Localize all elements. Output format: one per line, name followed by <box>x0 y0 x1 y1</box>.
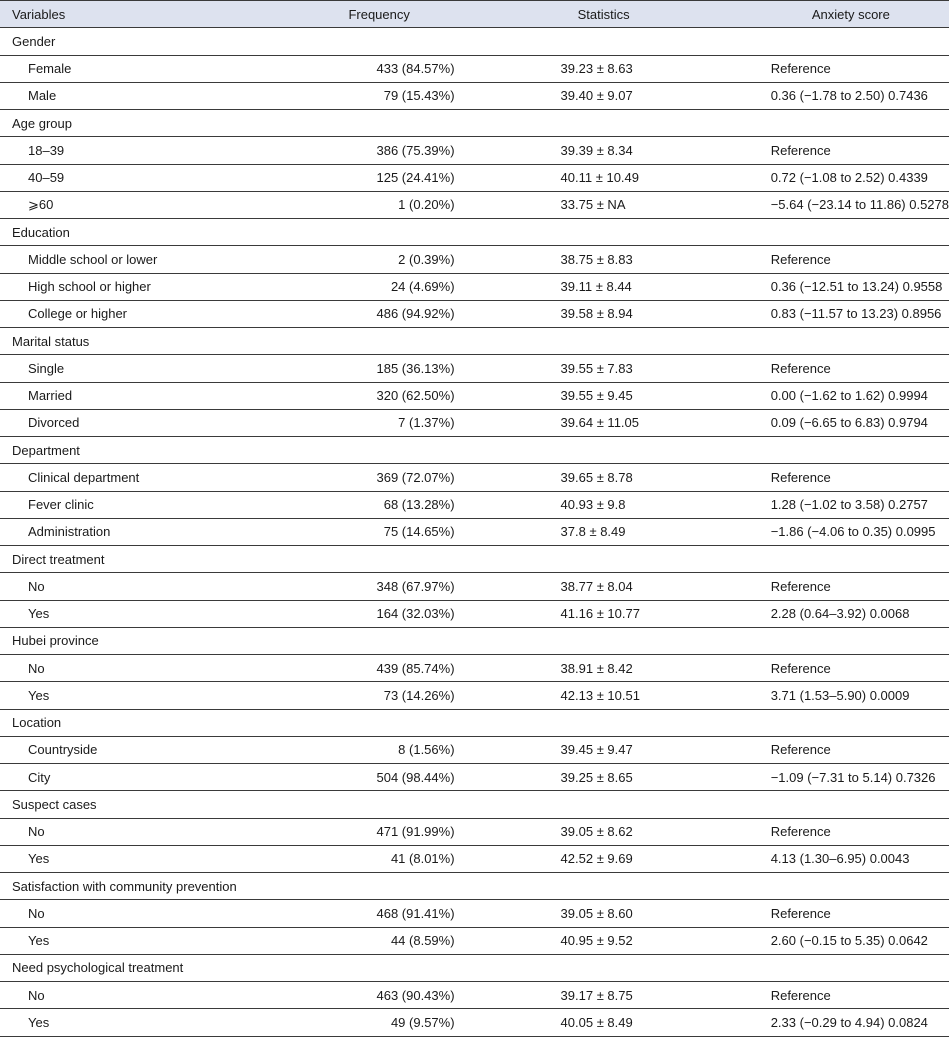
table-row <box>0 518 949 545</box>
table-body <box>0 28 949 1036</box>
table-row <box>0 409 949 436</box>
group-label: Direct treatment <box>12 551 105 567</box>
cell-variable: Female <box>28 61 72 77</box>
table-row <box>0 491 949 518</box>
table-row <box>0 300 949 327</box>
cell-frequency: 439 (85.74%) <box>376 660 455 676</box>
table-row <box>0 600 949 627</box>
group-row <box>0 627 949 654</box>
cell-anxiety-score: 3.71 (1.53–5.90) 0.0009 <box>770 687 910 703</box>
cell-anxiety-score: 0.83 (−11.57 to 13.23) 0.8956 <box>770 306 942 322</box>
table-header-row <box>0 1 949 28</box>
cell-statistics: 39.64 ± 11.05 <box>560 415 640 431</box>
table-row <box>0 355 949 382</box>
group-row <box>0 437 949 464</box>
cell-statistics: 39.23 ± 8.63 <box>560 61 633 77</box>
table-row <box>0 464 949 491</box>
cell-frequency: 44 (8.59%) <box>390 933 455 949</box>
cell-variable: 40–59 <box>28 170 65 186</box>
group-label: Age group <box>12 115 72 131</box>
cell-statistics: 42.13 ± 10.51 <box>560 687 640 703</box>
cell-variable: Male <box>28 88 57 104</box>
cell-anxiety-score: Reference <box>770 824 831 840</box>
cell-anxiety-score: Reference <box>770 742 831 758</box>
cell-frequency: 369 (72.07%) <box>376 469 455 485</box>
cell-variable: 18–39 <box>28 142 65 158</box>
table-row <box>0 736 949 763</box>
table-row <box>0 682 949 709</box>
cell-anxiety-score: 2.28 (0.64–3.92) 0.0068 <box>770 606 910 622</box>
cell-frequency: 24 (4.69%) <box>390 279 455 295</box>
cell-variable: Yes <box>28 1014 50 1030</box>
cell-frequency: 125 (24.41%) <box>376 170 455 186</box>
cell-frequency: 468 (91.41%) <box>376 905 455 921</box>
cell-frequency: 79 (15.43%) <box>383 88 455 104</box>
cell-statistics: 40.95 ± 9.52 <box>560 933 633 949</box>
cell-statistics: 38.91 ± 8.42 <box>560 660 633 676</box>
cell-frequency: 185 (36.13%) <box>376 360 455 376</box>
group-label: Education <box>12 224 70 240</box>
cell-variable: No <box>28 824 45 840</box>
group-row <box>0 954 949 981</box>
cell-statistics: 39.55 ± 7.83 <box>560 360 633 376</box>
cell-frequency: 386 (75.39%) <box>376 142 455 158</box>
group-label: Gender <box>12 33 56 49</box>
group-row <box>0 328 949 355</box>
cell-statistics: 39.25 ± 8.65 <box>560 769 633 785</box>
cell-statistics: 42.52 ± 9.69 <box>560 851 633 867</box>
cell-anxiety-score: −1.09 (−7.31 to 5.14) 0.7326 <box>770 769 936 785</box>
cell-frequency: 8 (1.56%) <box>398 742 455 758</box>
cell-variable: Fever clinic <box>28 497 94 513</box>
cell-anxiety-score: Reference <box>770 61 831 77</box>
cell-variable: College or higher <box>28 306 128 322</box>
cell-statistics: 38.77 ± 8.04 <box>560 578 633 594</box>
cell-variable: ⩾60 <box>28 196 54 212</box>
cell-variable: Countryside <box>28 742 98 758</box>
cell-frequency: 7 (1.37%) <box>398 415 455 431</box>
header-variables: Variables <box>0 1 304 28</box>
cell-statistics: 37.8 ± 8.49 <box>560 524 626 540</box>
cell-frequency: 504 (98.44%) <box>376 769 455 785</box>
cell-variable: Yes <box>28 933 50 949</box>
group-row <box>0 219 949 246</box>
cell-anxiety-score: 0.36 (−12.51 to 13.24) 0.9558 <box>770 279 943 295</box>
cell-statistics: 39.65 ± 8.78 <box>560 469 633 485</box>
table-row <box>0 845 949 872</box>
cell-anxiety-score: 0.36 (−1.78 to 2.50) 0.7436 <box>770 88 928 104</box>
cell-variable: Yes <box>28 851 50 867</box>
cell-anxiety-score: 0.72 (−1.08 to 2.52) 0.4339 <box>770 170 928 186</box>
table-row <box>0 82 949 109</box>
cell-frequency: 486 (94.92%) <box>376 306 455 322</box>
cell-anxiety-score: Reference <box>770 469 831 485</box>
cell-statistics: 39.17 ± 8.75 <box>560 987 633 1003</box>
cell-frequency: 433 (84.57%) <box>376 61 455 77</box>
group-row <box>0 709 949 736</box>
cell-frequency: 348 (67.97%) <box>376 578 455 594</box>
cell-anxiety-score: Reference <box>770 578 831 594</box>
table-row <box>0 382 949 409</box>
cell-anxiety-score: Reference <box>770 142 831 158</box>
table-row <box>0 764 949 791</box>
cell-frequency: 320 (62.50%) <box>376 388 455 404</box>
group-row <box>0 546 949 573</box>
cell-frequency: 75 (14.65%) <box>383 524 455 540</box>
table-row <box>0 900 949 927</box>
cell-anxiety-score: 0.00 (−1.62 to 1.62) 0.9994 <box>770 388 928 404</box>
cell-statistics: 33.75 ± NA <box>560 197 626 213</box>
table-row <box>0 982 949 1009</box>
cell-variable: Middle school or lower <box>28 251 158 267</box>
cell-anxiety-score: −1.86 (−4.06 to 0.35) 0.0995 <box>770 524 936 540</box>
cell-statistics: 40.05 ± 8.49 <box>560 1014 633 1030</box>
table-row <box>0 191 949 218</box>
cell-frequency: 41 (8.01%) <box>390 851 455 867</box>
group-label: Satisfaction with community prevention <box>12 878 237 894</box>
cell-variable: Yes <box>28 687 50 703</box>
cell-frequency: 463 (90.43%) <box>376 987 455 1003</box>
cell-statistics: 39.45 ± 9.47 <box>560 742 633 758</box>
cell-variable: Yes <box>28 606 50 622</box>
group-label: Suspect cases <box>12 796 97 812</box>
cell-statistics: 39.58 ± 8.94 <box>560 306 633 322</box>
cell-statistics: 39.05 ± 8.60 <box>560 905 633 921</box>
table-row <box>0 655 949 682</box>
cell-statistics: 40.11 ± 10.49 <box>560 170 640 186</box>
cell-variable: Married <box>28 388 73 404</box>
cell-statistics: 39.05 ± 8.62 <box>560 824 633 840</box>
cell-frequency: 73 (14.26%) <box>383 687 455 703</box>
cell-statistics: 39.40 ± 9.07 <box>560 88 633 104</box>
group-row <box>0 28 949 55</box>
cell-variable: City <box>28 769 51 785</box>
cell-frequency: 471 (91.99%) <box>376 824 455 840</box>
group-label: Hubei province <box>12 633 99 649</box>
cell-statistics: 39.11 ± 8.44 <box>560 279 632 295</box>
cell-frequency: 1 (0.20%) <box>398 197 455 213</box>
cell-anxiety-score: 2.33 (−0.29 to 4.94) 0.0824 <box>770 1014 928 1030</box>
cell-statistics: 41.16 ± 10.77 <box>560 606 640 622</box>
cell-anxiety-score: Reference <box>770 660 831 676</box>
table-row <box>0 273 949 300</box>
cell-anxiety-score: Reference <box>770 987 831 1003</box>
cell-anxiety-score: Reference <box>770 905 831 921</box>
cell-anxiety-score: Reference <box>770 251 831 267</box>
cell-anxiety-score: 1.28 (−1.02 to 3.58) 0.2757 <box>770 497 928 513</box>
cell-variable: Administration <box>28 524 111 540</box>
cell-anxiety-score: Reference <box>770 360 831 376</box>
group-row <box>0 791 949 818</box>
cell-variable: No <box>28 578 45 594</box>
cell-anxiety-score: 2.60 (−0.15 to 5.35) 0.0642 <box>770 933 928 949</box>
group-label: Marital status <box>12 333 90 349</box>
table-row <box>0 818 949 845</box>
table-row <box>0 1009 949 1036</box>
cell-statistics: 40.93 ± 9.8 <box>560 497 626 513</box>
cell-statistics: 39.39 ± 8.34 <box>560 142 633 158</box>
table-row <box>0 246 949 273</box>
table-row <box>0 137 949 164</box>
cell-anxiety-score: −5.64 (−23.14 to 11.86) 0.5278 <box>770 197 949 213</box>
cell-variable: Divorced <box>28 415 80 431</box>
group-row <box>0 873 949 900</box>
cell-variable: High school or higher <box>28 279 151 295</box>
header-statistics: Statistics <box>455 1 753 28</box>
group-label: Department <box>12 442 80 458</box>
cell-frequency: 2 (0.39%) <box>398 251 455 267</box>
cell-statistics: 38.75 ± 8.83 <box>560 251 633 267</box>
cell-variable: Clinical department <box>28 469 140 485</box>
table-row <box>0 55 949 82</box>
cell-variable: No <box>28 987 45 1003</box>
table-row <box>0 164 949 191</box>
cell-frequency: 49 (9.57%) <box>390 1014 455 1030</box>
table-row <box>0 927 949 954</box>
header-frequency: Frequency <box>304 1 455 28</box>
cell-statistics: 39.55 ± 9.45 <box>560 388 633 404</box>
cell-variable: No <box>28 660 45 676</box>
cell-frequency: 164 (32.03%) <box>376 606 455 622</box>
table-row <box>0 573 949 600</box>
cell-anxiety-score: 0.09 (−6.65 to 6.83) 0.9794 <box>770 415 928 431</box>
group-row <box>0 110 949 137</box>
header-anxiety-score: Anxiety score <box>753 1 949 28</box>
cell-anxiety-score: 4.13 (1.30–6.95) 0.0043 <box>770 851 910 867</box>
cell-variable: Single <box>28 360 65 376</box>
cell-frequency: 68 (13.28%) <box>383 497 455 513</box>
cell-variable: No <box>28 905 45 921</box>
group-label: Location <box>12 715 62 731</box>
group-label: Need psychological treatment <box>12 960 184 976</box>
